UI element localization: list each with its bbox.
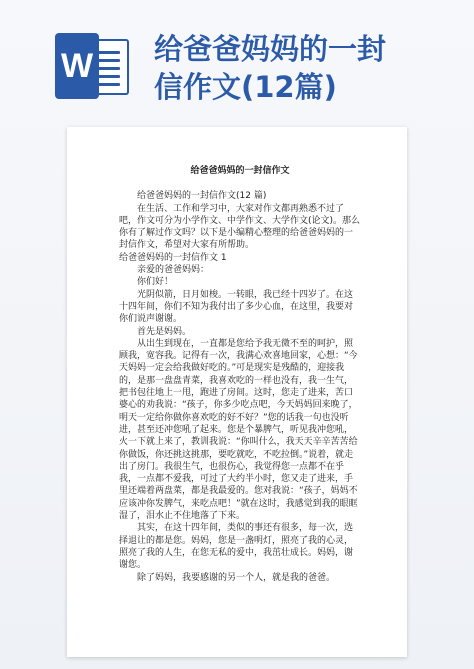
paragraph: 从出生到现在，一直都是您给予我无微不至的呵护，照顾我，宽容我。记得有一次，我满心欢喜地回家，心想：“今天妈妈一定会给我做好吃的。”可是现实是残酷的，迎接我的，是那一盘盘青菜，我喜欢吃的一样也没有，我一生气，把书包往地上一甩，跑进了房间。这时，您走了进来，苦口婆心的劝我说：“孩子，你多少吃点吧，今天妈妈回来晚了，明天一定给你做你喜欢吃的好不好？”您的话我一句也没听进，甚至还冲您吼了起来。您是个暴脾气，听见我冲您吼，火一下就上来了，教训我说：“你叫什么，我天天辛辛苦苦给你做饭，你还挑这挑那，要吃就吃，不吃拉倒。”说着，就走出了房门。我很生气，也很伤心，我觉得您一点都不在乎我，一点都不爱我，可过了大约半小时，您又走了进来，手里还端着两盘菜，都是我最爱的。您对我说：“孩子，妈妈不应该冲你发脾气，来吃点吧！”就在这时，我感觉到我的眼眶湿了，泪水止不住地落了下来。: [119, 338, 358, 522]
paragraph: 在生活、工作和学习中，大家对作文都再熟悉不过了吧，作文可分为小学作文、中学作文、大学作文(论文)。那么你有了解过作文吗？以下是小编精心整理的给爸爸妈妈的一封信作文，希望对大家有所帮助。: [119, 203, 361, 251]
document-preview-page: [67, 127, 407, 657]
paragraph: 光阴似箭，日月如梭。一转眼，我已经十四岁了。在这十四年间，你们不知为我付出了多少心血，在这里，我要对你们说声谢谢。: [119, 289, 354, 325]
document-title: 给爸爸妈妈的一封信作文: [190, 166, 290, 176]
doc-line-icon: [97, 75, 120, 78]
doc-line-icon: [97, 67, 120, 70]
paragraph: 其实，在这十四年间，类似的事还有很多，每一次，选择退让的都是您。妈妈，您是一盏明灯，照亮了我的心灵，照亮了我的人生，在您无私的爱中，我茁壮成长。妈妈，谢谢您。: [119, 523, 354, 571]
doc-line-icon: [97, 83, 120, 86]
paragraph: 首先是妈妈。: [137, 326, 192, 337]
paragraph: 给爸爸妈妈的一封信作文(12 篇): [137, 191, 267, 202]
page-title: [154, 30, 454, 106]
word-document-icon: [55, 33, 130, 99]
document-body: [119, 165, 361, 584]
header-banner: [0, 0, 474, 118]
paragraph: 亲爱的爸爸妈妈：: [137, 265, 210, 276]
word-badge-icon: W: [55, 33, 99, 99]
doc-line-icon: [97, 51, 120, 54]
paragraph-list: [119, 190, 361, 584]
paragraph: 除了妈妈，我要感谢的另一个人，就是我的爸爸。: [137, 572, 336, 583]
doc-line-icon: [97, 59, 120, 62]
title-line-1: 给爸爸妈妈的一封: [154, 32, 387, 66]
paragraph: 你们好！: [137, 277, 174, 288]
title-line-2: 信作文(12篇): [154, 70, 337, 104]
paragraph: 给爸爸妈妈的一封信作文 1: [119, 252, 227, 263]
